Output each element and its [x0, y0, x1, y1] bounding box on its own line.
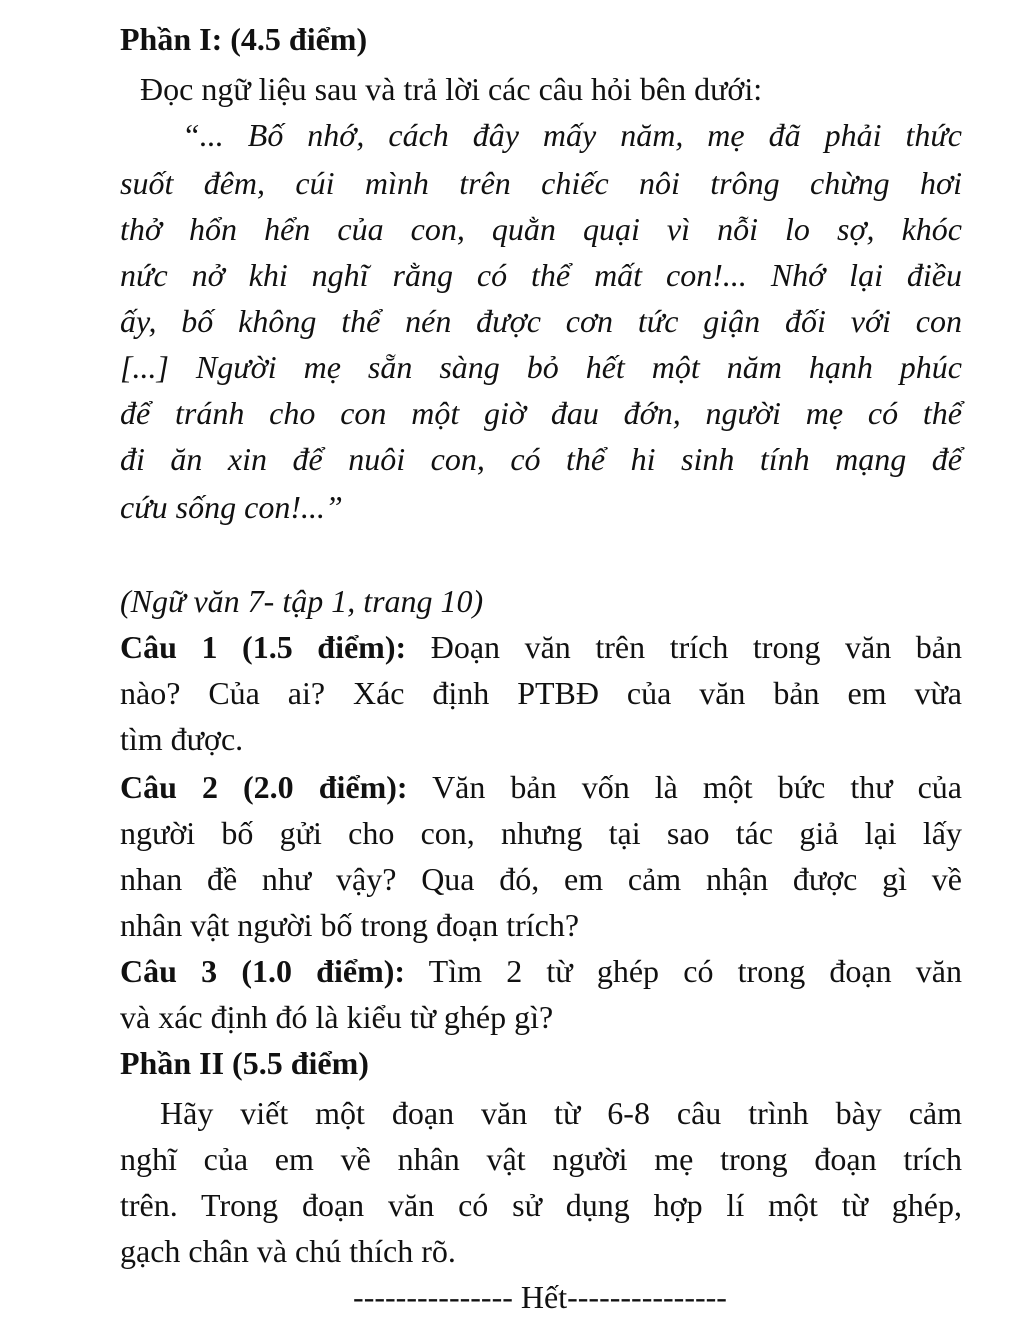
question-3-label: Câu 3 (1.0 điểm): [120, 953, 406, 989]
passage-line: cứu sống con!...” [120, 489, 343, 525]
part2-line: Hãy viết một đoạn văn từ 6-8 câu trình bày cảm [160, 1095, 962, 1131]
passage-line: để tránh cho con một giờ đau đớn, người mẹ có thể [120, 395, 962, 431]
question-1-label: Câu 1 (1.5 điểm): [120, 629, 407, 665]
question-1-line: tìm được. [120, 721, 244, 757]
passage-source: (Ngữ văn 7- tập 1, trang 10) [120, 583, 484, 619]
passage-line: ấy, bố không thể nén được cơn tức giận đối với con [120, 303, 962, 339]
passage-line: “... Bố nhớ, cách đây mấy năm, mẹ đã phải thức [182, 117, 962, 153]
question-1-line: Câu 1 (1.5 điểm): Đoạn văn trên trích trong văn bản [120, 629, 963, 665]
passage-line: [...] Người mẹ sẵn sàng bỏ hết một năm hạnh phúc [120, 349, 962, 385]
passage-line: đi ăn xin để nuôi con, có thể hi sinh tính mạng để [120, 441, 962, 477]
part2-title: Phần II (5.5 điểm) [120, 1045, 369, 1081]
passage-line: thở hổn hển của con, quằn quại vì nỗi lo sợ, khóc [120, 211, 962, 247]
question-3-line: Câu 3 (1.0 điểm): Tìm 2 từ ghép có trong đoạn văn [120, 953, 962, 989]
question-2-line: người bố gửi cho con, nhưng tại sao tác giả lại lấy [120, 815, 962, 851]
passage-line: nức nở khi nghĩ rằng có thể mất con!... Nhớ lại điều [120, 257, 962, 293]
question-2-line: Câu 2 (2.0 điểm): Văn bản vốn là một bức thư của [120, 769, 963, 805]
part2-line: trên. Trong đoạn văn có sử dụng hợp lí một từ ghép, [120, 1187, 962, 1223]
question-2-label: Câu 2 (2.0 điểm): [120, 769, 408, 805]
part2-line: nghĩ của em về nhân vật người mẹ trong đoạn trích [120, 1141, 962, 1177]
passage-line: suốt đêm, cúi mình trên chiếc nôi trông chừng hơi [120, 165, 962, 201]
part1-instruction: Đọc ngữ liệu sau và trả lời các câu hỏi bên dưới: [140, 71, 763, 107]
end-marker: --------------- Hết--------------- [353, 1279, 727, 1315]
question-2-line: nhân vật người bố trong đoạn trích? [120, 907, 580, 943]
part2-line: gạch chân và chú thích rõ. [120, 1233, 456, 1269]
question-1-line: nào? Của ai? Xác định PTBĐ của văn bản em vừa [120, 675, 962, 711]
part1-title: Phần I: (4.5 điểm) [120, 21, 368, 57]
question-2-line: nhan đề như vậy? Qua đó, em cảm nhận được gì về [120, 861, 962, 897]
question-3-line: và xác định đó là kiểu từ ghép gì? [120, 999, 554, 1035]
